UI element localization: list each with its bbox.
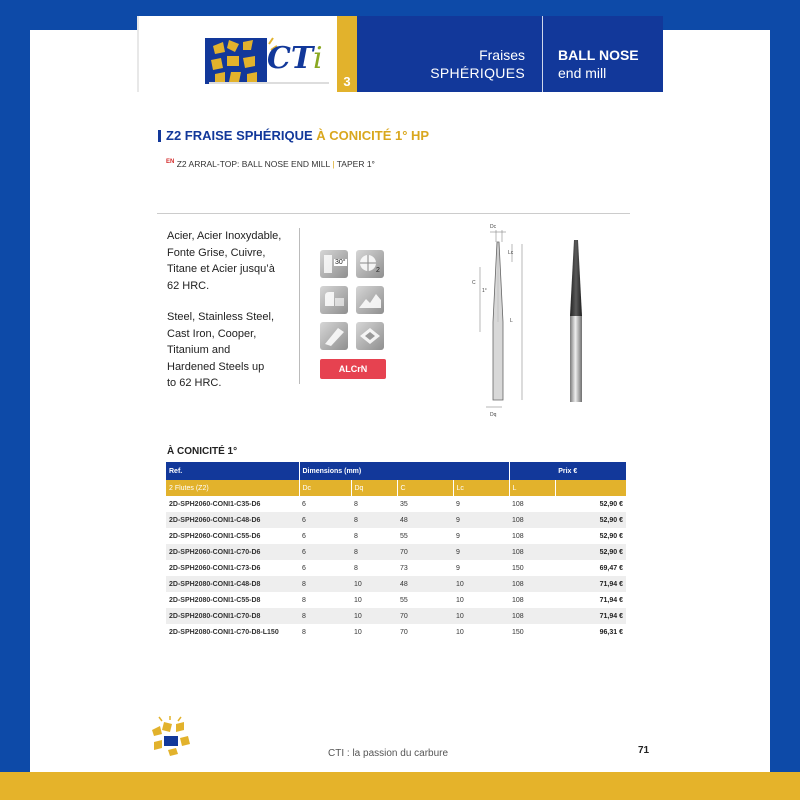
cell-l: 108 bbox=[509, 544, 555, 560]
cell-lc: 10 bbox=[453, 624, 509, 640]
cell-dc: 6 bbox=[299, 528, 351, 544]
cell-dc: 6 bbox=[299, 544, 351, 560]
header-en-line1: BALL NOSE bbox=[558, 47, 639, 63]
spec-table bbox=[166, 462, 626, 640]
cell-dq: 8 bbox=[351, 560, 397, 576]
tool-photo-icon bbox=[562, 236, 592, 406]
page-number: 71 bbox=[638, 745, 650, 756]
cell-c: 55 bbox=[397, 592, 453, 608]
cell-dc: 6 bbox=[299, 496, 351, 512]
cell-dq: 8 bbox=[351, 528, 397, 544]
table-row bbox=[166, 496, 626, 512]
col-price-sub bbox=[555, 480, 626, 496]
cell-c: 70 bbox=[397, 544, 453, 560]
table-row bbox=[166, 512, 626, 528]
table-row bbox=[166, 576, 626, 592]
cell-l: 108 bbox=[509, 576, 555, 592]
cell-lc: 10 bbox=[453, 576, 509, 592]
header-en-line2: end mill bbox=[558, 65, 607, 81]
header-title-en bbox=[558, 46, 639, 82]
col-flutes-header: 2 Flutes (Z2) bbox=[166, 480, 299, 496]
col-l-header: L bbox=[509, 480, 555, 496]
materials-fr: Acier, Acier Inoxydable, Fonte Grise, Cuivre, Titane et Acier jusqu’à 62 HRC. bbox=[167, 230, 282, 292]
drawing-l-label: L bbox=[510, 318, 513, 324]
pocket-icon bbox=[356, 322, 384, 350]
title-highlight: À CONICITÉ 1° HP bbox=[316, 128, 430, 143]
cell-price: 52,90 € bbox=[555, 496, 626, 512]
col-dq-header: Dq bbox=[351, 480, 397, 496]
cell-l: 108 bbox=[509, 528, 555, 544]
cell-l: 150 bbox=[509, 624, 555, 640]
materials-en: Steel, Stainless Steel, Cast Iron, Cooper, Titanium and Hardened Steels up to 62 HRC. bbox=[167, 311, 275, 389]
cell-ref: 2D-SPH2060-CONI1-C35-D6 bbox=[166, 496, 299, 512]
cell-c: 70 bbox=[397, 624, 453, 640]
cell-dq: 10 bbox=[351, 576, 397, 592]
cell-dc: 8 bbox=[299, 624, 351, 640]
subtitle-text2: TAPER 1° bbox=[336, 159, 375, 169]
cell-price: 52,90 € bbox=[555, 528, 626, 544]
cell-ref: 2D-SPH2080-CONI1-C55-D8 bbox=[166, 592, 299, 608]
cell-ref: 2D-SPH2060-CONI1-C70-D6 bbox=[166, 544, 299, 560]
table-header-row bbox=[166, 462, 626, 480]
cell-lc: 9 bbox=[453, 496, 509, 512]
cell-l: 108 bbox=[509, 592, 555, 608]
subtitle-separator: | bbox=[332, 159, 335, 169]
header-fr-line1: Fraises bbox=[479, 47, 525, 63]
flutes-label: 2 bbox=[376, 267, 380, 274]
header-divider bbox=[542, 16, 543, 92]
cell-lc: 9 bbox=[453, 560, 509, 576]
cell-l: 150 bbox=[509, 560, 555, 576]
section-number: 3 bbox=[343, 74, 351, 89]
section-divider bbox=[157, 213, 630, 214]
cell-c: 48 bbox=[397, 576, 453, 592]
product-subtitle bbox=[166, 159, 375, 169]
cell-price: 96,31 € bbox=[555, 624, 626, 640]
angle-icon bbox=[320, 250, 348, 278]
cell-ref: 2D-SPH2060-CONI1-C73-D6 bbox=[166, 560, 299, 576]
lang-flag: EN bbox=[166, 159, 175, 165]
cell-lc: 10 bbox=[453, 608, 509, 624]
col-price-header: Prix € bbox=[509, 462, 626, 480]
header-fr-line2: SPHÉRIQUES bbox=[430, 65, 525, 81]
cell-c: 55 bbox=[397, 528, 453, 544]
cell-dq: 8 bbox=[351, 496, 397, 512]
cell-ref: 2D-SPH2080-CONI1-C70-D8-L150 bbox=[166, 624, 299, 640]
cell-lc: 10 bbox=[453, 592, 509, 608]
col-c-header: C bbox=[397, 480, 453, 496]
drawing-taper-label: 1° bbox=[482, 288, 487, 294]
cell-dq: 8 bbox=[351, 512, 397, 528]
cell-price: 71,94 € bbox=[555, 592, 626, 608]
table-subheader-row bbox=[166, 480, 626, 496]
col-dims-header: Dimensions (mm) bbox=[299, 462, 509, 480]
footer-logo-icon bbox=[148, 716, 196, 756]
cell-dq: 10 bbox=[351, 608, 397, 624]
header-title-fr bbox=[420, 46, 525, 82]
col-ref-header: Ref. bbox=[166, 462, 299, 480]
cell-dc: 8 bbox=[299, 592, 351, 608]
product-title bbox=[166, 128, 429, 143]
cell-ref: 2D-SPH2060-CONI1-C55-D6 bbox=[166, 528, 299, 544]
cell-dc: 8 bbox=[299, 608, 351, 624]
table-row bbox=[166, 528, 626, 544]
cell-price: 71,94 € bbox=[555, 608, 626, 624]
cell-dq: 8 bbox=[351, 544, 397, 560]
cell-ref: 2D-SPH2060-CONI1-C48-D6 bbox=[166, 512, 299, 528]
cell-l: 108 bbox=[509, 608, 555, 624]
cell-c: 73 bbox=[397, 560, 453, 576]
cell-l: 108 bbox=[509, 512, 555, 528]
footer-tagline: CTI : la passion du carbure bbox=[328, 748, 449, 759]
bottom-gold-band bbox=[0, 772, 800, 800]
drawing-lc-label: Lc bbox=[508, 250, 514, 256]
cti-logo-icon bbox=[139, 16, 339, 92]
tool-drawing-icon bbox=[460, 222, 550, 422]
header-logo-area bbox=[137, 16, 337, 92]
cell-c: 70 bbox=[397, 608, 453, 624]
cell-dc: 6 bbox=[299, 560, 351, 576]
cell-dq: 10 bbox=[351, 624, 397, 640]
materials-divider bbox=[299, 228, 300, 384]
drawing-c-label: C bbox=[472, 280, 476, 286]
cell-c: 35 bbox=[397, 496, 453, 512]
cell-price: 71,94 € bbox=[555, 576, 626, 592]
table-row bbox=[166, 592, 626, 608]
title-main: Z2 FRAISE SPHÉRIQUE bbox=[166, 128, 313, 143]
angle-label: 30° bbox=[335, 259, 346, 266]
drawing-dq-label: Dq bbox=[490, 412, 497, 418]
slot-milling-icon bbox=[320, 286, 348, 314]
flutes-icon bbox=[356, 250, 384, 278]
col-dc-header: Dc bbox=[299, 480, 351, 496]
cell-lc: 9 bbox=[453, 512, 509, 528]
table-row bbox=[166, 624, 626, 640]
cell-price: 52,90 € bbox=[555, 512, 626, 528]
cell-dq: 10 bbox=[351, 592, 397, 608]
cell-dc: 8 bbox=[299, 576, 351, 592]
col-lc-header: Lc bbox=[453, 480, 509, 496]
svg-text:CT: CT bbox=[267, 41, 314, 76]
section-title: À CONICITÉ 1° bbox=[167, 446, 238, 457]
cell-lc: 9 bbox=[453, 544, 509, 560]
cell-ref: 2D-SPH2080-CONI1-C48-D8 bbox=[166, 576, 299, 592]
table-row bbox=[166, 608, 626, 624]
cell-dc: 6 bbox=[299, 512, 351, 528]
plunge-icon bbox=[320, 322, 348, 350]
subtitle-text: Z2 ARRAL-TOP: BALL NOSE END MILL bbox=[176, 159, 330, 169]
svg-text:i: i bbox=[313, 41, 323, 76]
drawing-dc-label: Dc bbox=[490, 224, 497, 230]
cell-lc: 9 bbox=[453, 528, 509, 544]
table-row bbox=[166, 544, 626, 560]
cell-ref: 2D-SPH2080-CONI1-C70-D8 bbox=[166, 608, 299, 624]
profile-milling-icon bbox=[356, 286, 384, 314]
cell-price: 52,90 € bbox=[555, 544, 626, 560]
coating-badge: ALCrN bbox=[320, 359, 386, 379]
table-row bbox=[166, 560, 626, 576]
title-marker bbox=[158, 130, 161, 142]
cell-price: 69,47 € bbox=[555, 560, 626, 576]
cell-l: 108 bbox=[509, 496, 555, 512]
cell-c: 48 bbox=[397, 512, 453, 528]
